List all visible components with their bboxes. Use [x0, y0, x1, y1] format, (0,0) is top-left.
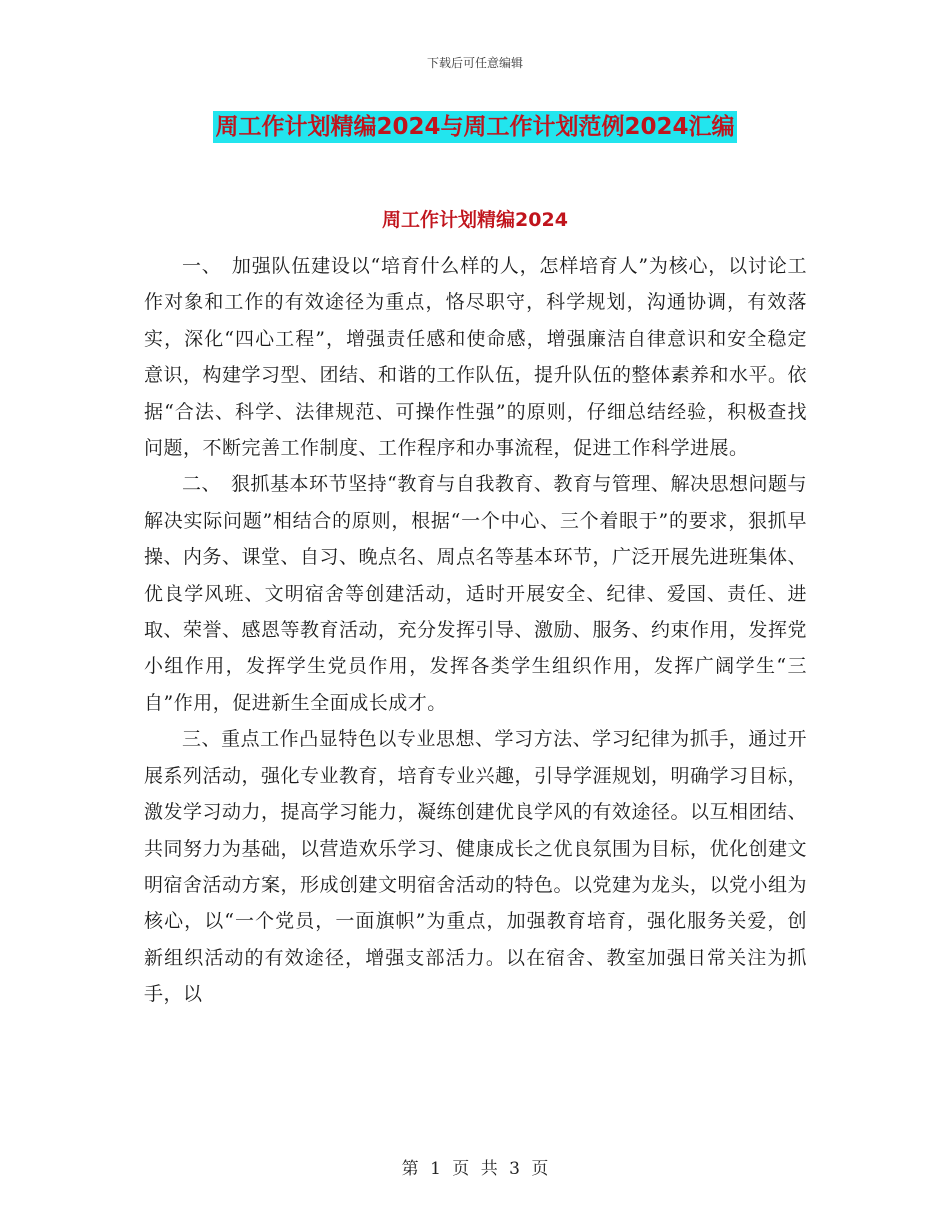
- paragraph-2: 二、 狠抓基本环节坚持“教育与自我教育、教育与管理、解决思想问题与解决实际问题”相结合的原则，根据“一个中心、三个着眼于”的要求，狠抓早操、内务、课堂、自习、晚点名、周点名等基本环节，广泛开展先进班集体、优良学风班、文明宿舍等创建活动，适时开展安全、纪律、爱国、责任、进取、荣誉、感恩等教育活动，充分发挥引导、激励、服务、约束作用，发挥党小组作用，发挥学生党员作用，发挥各类学生组织作用，发挥广阔学生“三自”作用，促进新生全面成长成才。: [144, 473, 808, 714]
- paragraph-1: 一、 加强队伍建设以“培育什么样的人，怎样培育人”为核心，以讨论工作对象和工作的有效途径为重点，恪尽职守，科学规划，沟通协调，有效落实，深化“四心工程”，增强责任感和使命感，增强廉洁自律意识和安全稳定意识，构建学习型、团结、和谐的工作队伍，提升队伍的整体素养和水平。依据“合法、科学、法律规范、可操作性强”的原则，仔细总结经验，积极查找问题，不断完善工作制度、工作程序和办事流程，促进工作科学进展。: [144, 255, 808, 460]
- body-text: [144, 248, 807, 1013]
- paragraph-3: 三、重点工作凸显特色以专业思想、学习方法、学习纪律为抓手，通过开展系列活动，强化专业教育，培育专业兴趣，引导学涯规划，明确学习目标，激发学习动力，提高学习能力，凝练创建优良学风的有效途径。以互相团结、共同努力为基础，以营造欢乐学习、健康成长之优良氛围为目标，优化创建文明宿舍活动方案，形成创建文明宿舍活动的特色。以党建为龙头，以党小组为核心，以“一个党员，一面旗帜”为重点，加强教育培育，强化服务关爱，创新组织活动的有效途径，增强支部活力。以在宿舍、教室加强日常关注为抓手，以: [144, 728, 808, 1006]
- document-title-text: 周工作计划精编2024与周工作计划范例2024汇编: [213, 111, 736, 143]
- header-note: 下载后可任意编辑: [426, 56, 523, 70]
- document-title: [0, 111, 950, 143]
- page-footer: 第 1 页 共 3 页: [401, 1159, 549, 1179]
- section-title: 周工作计划精编2024: [382, 209, 568, 231]
